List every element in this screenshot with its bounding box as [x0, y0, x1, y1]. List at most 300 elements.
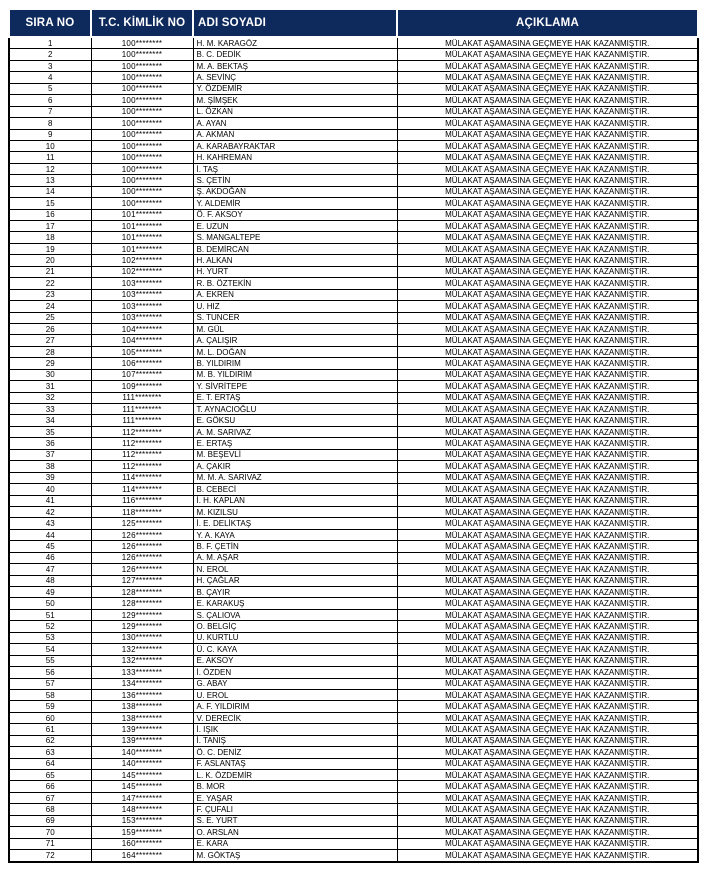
cell-tc-kimlik: 138******** — [91, 712, 193, 723]
table-row — [9, 369, 698, 380]
table-row — [9, 838, 698, 849]
cell-sira-no: 67 — [9, 792, 91, 803]
cell-adi-soyadi: S. E. YURT — [193, 815, 397, 826]
table-row — [9, 781, 698, 792]
cell-aciklama: MÜLAKAT AŞAMASINA GEÇMEYE HAK KAZANMIŞTIR. — [397, 724, 698, 735]
cell-aciklama: MÜLAKAT AŞAMASINA GEÇMEYE HAK KAZANMIŞTIR. — [397, 815, 698, 826]
table-row — [9, 529, 698, 540]
cell-aciklama: MÜLAKAT AŞAMASINA GEÇMEYE HAK KAZANMIŞTIR. — [397, 644, 698, 655]
cell-sira-no: 23 — [9, 289, 91, 300]
cell-sira-no: 12 — [9, 163, 91, 174]
cell-aciklama: MÜLAKAT AŞAMASINA GEÇMEYE HAK KAZANMIŞTIR. — [397, 827, 698, 838]
cell-aciklama: MÜLAKAT AŞAMASINA GEÇMEYE HAK KAZANMIŞTIR. — [397, 552, 698, 563]
cell-tc-kimlik: 106******** — [91, 358, 193, 369]
table-row — [9, 701, 698, 712]
cell-tc-kimlik: 103******** — [91, 301, 193, 312]
cell-tc-kimlik: 100******** — [91, 37, 193, 49]
cell-sira-no: 39 — [9, 472, 91, 483]
cell-aciklama: MÜLAKAT AŞAMASINA GEÇMEYE HAK KAZANMIŞTIR. — [397, 95, 698, 106]
cell-aciklama: MÜLAKAT AŞAMASINA GEÇMEYE HAK KAZANMIŞTIR. — [397, 72, 698, 83]
cell-sira-no: 30 — [9, 369, 91, 380]
cell-adi-soyadi: Ş. AKDOĞAN — [193, 186, 397, 197]
cell-adi-soyadi: O. BELGİÇ — [193, 621, 397, 632]
cell-sira-no: 33 — [9, 404, 91, 415]
cell-aciklama: MÜLAKAT AŞAMASINA GEÇMEYE HAK KAZANMIŞTIR. — [397, 415, 698, 426]
table-row — [9, 301, 698, 312]
cell-adi-soyadi: E. T. ERTAŞ — [193, 392, 397, 403]
cell-sira-no: 69 — [9, 815, 91, 826]
cell-adi-soyadi: H. ALKAN — [193, 255, 397, 266]
cell-adi-soyadi: A. F. YILDIRIM — [193, 701, 397, 712]
cell-tc-kimlik: 164******** — [91, 850, 193, 862]
cell-sira-no: 50 — [9, 598, 91, 609]
cell-adi-soyadi: H. KAHREMAN — [193, 152, 397, 163]
cell-tc-kimlik: 148******** — [91, 804, 193, 815]
cell-aciklama: MÜLAKAT AŞAMASINA GEÇMEYE HAK KAZANMIŞTIR. — [397, 438, 698, 449]
cell-tc-kimlik: 102******** — [91, 255, 193, 266]
cell-aciklama: MÜLAKAT AŞAMASINA GEÇMEYE HAK KAZANMIŞTIR. — [397, 186, 698, 197]
cell-adi-soyadi: A. ÇAKIR — [193, 461, 397, 472]
cell-adi-soyadi: A. AYAN — [193, 118, 397, 129]
cell-sira-no: 24 — [9, 301, 91, 312]
cell-tc-kimlik: 101******** — [91, 232, 193, 243]
cell-aciklama: MÜLAKAT AŞAMASINA GEÇMEYE HAK KAZANMIŞTIR. — [397, 689, 698, 700]
cell-aciklama: MÜLAKAT AŞAMASINA GEÇMEYE HAK KAZANMIŞTIR. — [397, 175, 698, 186]
cell-aciklama: MÜLAKAT AŞAMASINA GEÇMEYE HAK KAZANMIŞTIR. — [397, 506, 698, 517]
cell-adi-soyadi: A. M. SARIVAZ — [193, 426, 397, 437]
cell-aciklama: MÜLAKAT AŞAMASINA GEÇMEYE HAK KAZANMIŞTIR. — [397, 232, 698, 243]
cell-tc-kimlik: 129******** — [91, 609, 193, 620]
cell-tc-kimlik: 103******** — [91, 278, 193, 289]
cell-sira-no: 65 — [9, 770, 91, 781]
cell-sira-no: 17 — [9, 221, 91, 232]
cell-aciklama: MÜLAKAT AŞAMASINA GEÇMEYE HAK KAZANMIŞTIR. — [397, 118, 698, 129]
cell-sira-no: 20 — [9, 255, 91, 266]
cell-sira-no: 10 — [9, 140, 91, 151]
cell-adi-soyadi: B. MOR — [193, 781, 397, 792]
cell-tc-kimlik: 100******** — [91, 83, 193, 94]
cell-adi-soyadi: E. KARA — [193, 838, 397, 849]
table-row — [9, 632, 698, 643]
cell-aciklama: MÜLAKAT AŞAMASINA GEÇMEYE HAK KAZANMIŞTIR. — [397, 518, 698, 529]
cell-tc-kimlik: 128******** — [91, 598, 193, 609]
cell-tc-kimlik: 126******** — [91, 552, 193, 563]
cell-adi-soyadi: E. GÖKSU — [193, 415, 397, 426]
cell-aciklama: MÜLAKAT AŞAMASINA GEÇMEYE HAK KAZANMIŞTIR. — [397, 461, 698, 472]
cell-adi-soyadi: M. B. YILDIRIM — [193, 369, 397, 380]
cell-adi-soyadi: G. ABAY — [193, 678, 397, 689]
cell-aciklama: MÜLAKAT AŞAMASINA GEÇMEYE HAK KAZANMIŞTIR. — [397, 655, 698, 666]
cell-sira-no: 61 — [9, 724, 91, 735]
cell-tc-kimlik: 126******** — [91, 541, 193, 552]
cell-aciklama: MÜLAKAT AŞAMASINA GEÇMEYE HAK KAZANMIŞTIR. — [397, 472, 698, 483]
table-row — [9, 426, 698, 437]
cell-tc-kimlik: 100******** — [91, 175, 193, 186]
cell-tc-kimlik: 100******** — [91, 60, 193, 71]
table-row — [9, 575, 698, 586]
cell-adi-soyadi: İ. E. DELİKTAŞ — [193, 518, 397, 529]
cell-aciklama: MÜLAKAT AŞAMASINA GEÇMEYE HAK KAZANMIŞTIR. — [397, 358, 698, 369]
cell-adi-soyadi: B. C. DEDİK — [193, 49, 397, 60]
cell-sira-no: 2 — [9, 49, 91, 60]
cell-sira-no: 25 — [9, 312, 91, 323]
cell-aciklama: MÜLAKAT AŞAMASINA GEÇMEYE HAK KAZANMIŞTIR. — [397, 587, 698, 598]
table-row — [9, 689, 698, 700]
cell-adi-soyadi: A. KARABAYRAKTAR — [193, 140, 397, 151]
cell-sira-no: 34 — [9, 415, 91, 426]
cell-aciklama: MÜLAKAT AŞAMASINA GEÇMEYE HAK KAZANMIŞTIR. — [397, 49, 698, 60]
cell-adi-soyadi: B. CEBECİ — [193, 484, 397, 495]
cell-sira-no: 59 — [9, 701, 91, 712]
cell-adi-soyadi: S. ÇETİN — [193, 175, 397, 186]
table-row — [9, 266, 698, 277]
table-row — [9, 712, 698, 723]
cell-adi-soyadi: H. YURT — [193, 266, 397, 277]
table-row — [9, 541, 698, 552]
cell-tc-kimlik: 100******** — [91, 95, 193, 106]
table-row — [9, 346, 698, 357]
cell-adi-soyadi: Y. SİVRİTEPE — [193, 381, 397, 392]
cell-adi-soyadi: S. MANGALTEPE — [193, 232, 397, 243]
cell-tc-kimlik: 118******** — [91, 506, 193, 517]
cell-tc-kimlik: 114******** — [91, 484, 193, 495]
cell-adi-soyadi: İ. TANIŞ — [193, 735, 397, 746]
cell-tc-kimlik: 107******** — [91, 369, 193, 380]
cell-adi-soyadi: H. M. KARAGÖZ — [193, 37, 397, 49]
cell-tc-kimlik: 145******** — [91, 770, 193, 781]
table-row — [9, 415, 698, 426]
cell-tc-kimlik: 103******** — [91, 289, 193, 300]
cell-aciklama: MÜLAKAT AŞAMASINA GEÇMEYE HAK KAZANMIŞTIR. — [397, 289, 698, 300]
cell-tc-kimlik: 100******** — [91, 72, 193, 83]
table-body — [9, 37, 698, 862]
cell-adi-soyadi: N. EROL — [193, 564, 397, 575]
cell-adi-soyadi: S. TUNCER — [193, 312, 397, 323]
cell-sira-no: 4 — [9, 72, 91, 83]
cell-tc-kimlik: 112******** — [91, 426, 193, 437]
header-tc-kimlik-no: T.C. KİMLİK NO — [91, 9, 193, 37]
cell-aciklama: MÜLAKAT AŞAMASINA GEÇMEYE HAK KAZANMIŞTIR. — [397, 152, 698, 163]
cell-adi-soyadi: M. GÖKTAŞ — [193, 850, 397, 862]
cell-sira-no: 31 — [9, 381, 91, 392]
cell-tc-kimlik: 147******** — [91, 792, 193, 803]
cell-tc-kimlik: 129******** — [91, 621, 193, 632]
cell-adi-soyadi: A. ÇALIŞIR — [193, 335, 397, 346]
cell-tc-kimlik: 145******** — [91, 781, 193, 792]
cell-tc-kimlik: 104******** — [91, 323, 193, 334]
cell-sira-no: 58 — [9, 689, 91, 700]
cell-aciklama: MÜLAKAT AŞAMASINA GEÇMEYE HAK KAZANMIŞTIR. — [397, 426, 698, 437]
cell-adi-soyadi: İ. ÖZDEN — [193, 667, 397, 678]
cell-adi-soyadi: F. ÇUFALI — [193, 804, 397, 815]
table-row — [9, 724, 698, 735]
cell-aciklama: MÜLAKAT AŞAMASINA GEÇMEYE HAK KAZANMIŞTIR. — [397, 301, 698, 312]
cell-sira-no: 64 — [9, 758, 91, 769]
cell-sira-no: 7 — [9, 106, 91, 117]
cell-sira-no: 40 — [9, 484, 91, 495]
cell-tc-kimlik: 112******** — [91, 438, 193, 449]
table-row — [9, 289, 698, 300]
cell-aciklama: MÜLAKAT AŞAMASINA GEÇMEYE HAK KAZANMIŞTIR. — [397, 335, 698, 346]
table-row — [9, 506, 698, 517]
cell-sira-no: 9 — [9, 129, 91, 140]
cell-tc-kimlik: 132******** — [91, 644, 193, 655]
cell-sira-no: 56 — [9, 667, 91, 678]
table-row — [9, 564, 698, 575]
cell-adi-soyadi: O. ARSLAN — [193, 827, 397, 838]
cell-sira-no: 42 — [9, 506, 91, 517]
cell-sira-no: 6 — [9, 95, 91, 106]
cell-adi-soyadi: A. AKMAN — [193, 129, 397, 140]
table-row — [9, 198, 698, 209]
cell-adi-soyadi: L. ÖZKAN — [193, 106, 397, 117]
cell-sira-no: 8 — [9, 118, 91, 129]
cell-aciklama: MÜLAKAT AŞAMASINA GEÇMEYE HAK KAZANMIŞTIR. — [397, 529, 698, 540]
cell-tc-kimlik: 140******** — [91, 747, 193, 758]
cell-tc-kimlik: 111******** — [91, 404, 193, 415]
cell-aciklama: MÜLAKAT AŞAMASINA GEÇMEYE HAK KAZANMIŞTIR. — [397, 621, 698, 632]
cell-sira-no: 71 — [9, 838, 91, 849]
cell-tc-kimlik: 105******** — [91, 346, 193, 357]
cell-aciklama: MÜLAKAT AŞAMASINA GEÇMEYE HAK KAZANMIŞTIR. — [397, 541, 698, 552]
cell-aciklama: MÜLAKAT AŞAMASINA GEÇMEYE HAK KAZANMIŞTIR. — [397, 609, 698, 620]
cell-aciklama: MÜLAKAT AŞAMASINA GEÇMEYE HAK KAZANMIŞTIR. — [397, 106, 698, 117]
cell-sira-no: 27 — [9, 335, 91, 346]
cell-sira-no: 29 — [9, 358, 91, 369]
cell-aciklama: MÜLAKAT AŞAMASINA GEÇMEYE HAK KAZANMIŞTIR. — [397, 346, 698, 357]
cell-adi-soyadi: M. L. DOĞAN — [193, 346, 397, 357]
cell-aciklama: MÜLAKAT AŞAMASINA GEÇMEYE HAK KAZANMIŞTIR. — [397, 449, 698, 460]
cell-sira-no: 68 — [9, 804, 91, 815]
header-adi-soyadi: ADI SOYADI — [193, 9, 397, 37]
cell-adi-soyadi: R. B. ÖZTEKİN — [193, 278, 397, 289]
cell-adi-soyadi: E. ERTAŞ — [193, 438, 397, 449]
cell-sira-no: 47 — [9, 564, 91, 575]
cell-tc-kimlik: 139******** — [91, 735, 193, 746]
cell-tc-kimlik: 102******** — [91, 266, 193, 277]
cell-adi-soyadi: M. M. A. SARIVAZ — [193, 472, 397, 483]
cell-sira-no: 32 — [9, 392, 91, 403]
table-row — [9, 644, 698, 655]
cell-aciklama: MÜLAKAT AŞAMASINA GEÇMEYE HAK KAZANMIŞTIR. — [397, 37, 698, 49]
table-row — [9, 518, 698, 529]
table-row — [9, 163, 698, 174]
table-row — [9, 278, 698, 289]
cell-aciklama: MÜLAKAT AŞAMASINA GEÇMEYE HAK KAZANMIŞTIR. — [397, 701, 698, 712]
table-row — [9, 243, 698, 254]
table-row — [9, 129, 698, 140]
cell-tc-kimlik: 133******** — [91, 667, 193, 678]
cell-tc-kimlik: 132******** — [91, 655, 193, 666]
cell-tc-kimlik: 125******** — [91, 518, 193, 529]
cell-sira-no: 37 — [9, 449, 91, 460]
cell-adi-soyadi: U. EROL — [193, 689, 397, 700]
cell-tc-kimlik: 111******** — [91, 392, 193, 403]
cell-adi-soyadi: M. GÜL — [193, 323, 397, 334]
cell-adi-soyadi: T. AYNACIOĞLU — [193, 404, 397, 415]
table-row — [9, 209, 698, 220]
table-row — [9, 221, 698, 232]
table-row — [9, 472, 698, 483]
cell-adi-soyadi: B. ÇAYIR — [193, 587, 397, 598]
cell-tc-kimlik: 100******** — [91, 140, 193, 151]
table-row — [9, 152, 698, 163]
cell-adi-soyadi: A. M. AŞAR — [193, 552, 397, 563]
table-row — [9, 747, 698, 758]
cell-sira-no: 26 — [9, 323, 91, 334]
cell-adi-soyadi: M. KIZILSU — [193, 506, 397, 517]
cell-aciklama: MÜLAKAT AŞAMASINA GEÇMEYE HAK KAZANMIŞTIR. — [397, 735, 698, 746]
table-row — [9, 770, 698, 781]
cell-adi-soyadi: U. KURTLU — [193, 632, 397, 643]
table-row — [9, 335, 698, 346]
cell-adi-soyadi: A. EKREN — [193, 289, 397, 300]
cell-sira-no: 55 — [9, 655, 91, 666]
table-row — [9, 95, 698, 106]
cell-sira-no: 44 — [9, 529, 91, 540]
cell-tc-kimlik: 153******** — [91, 815, 193, 826]
table-row — [9, 758, 698, 769]
table-row — [9, 392, 698, 403]
cell-aciklama: MÜLAKAT AŞAMASINA GEÇMEYE HAK KAZANMIŞTIR. — [397, 60, 698, 71]
table-row — [9, 186, 698, 197]
cell-aciklama: MÜLAKAT AŞAMASINA GEÇMEYE HAK KAZANMIŞTIR. — [397, 484, 698, 495]
header-sira-no: SIRA NO — [9, 9, 91, 37]
cell-tc-kimlik: 100******** — [91, 49, 193, 60]
cell-tc-kimlik: 100******** — [91, 118, 193, 129]
cell-tc-kimlik: 100******** — [91, 152, 193, 163]
cell-aciklama: MÜLAKAT AŞAMASINA GEÇMEYE HAK KAZANMIŞTIR. — [397, 381, 698, 392]
cell-tc-kimlik: 100******** — [91, 106, 193, 117]
cell-aciklama: MÜLAKAT AŞAMASINA GEÇMEYE HAK KAZANMIŞTIR. — [397, 209, 698, 220]
cell-tc-kimlik: 100******** — [91, 198, 193, 209]
cell-tc-kimlik: 126******** — [91, 529, 193, 540]
cell-adi-soyadi: U. HIZ — [193, 301, 397, 312]
cell-adi-soyadi: V. DERECİK — [193, 712, 397, 723]
cell-aciklama: MÜLAKAT AŞAMASINA GEÇMEYE HAK KAZANMIŞTIR. — [397, 770, 698, 781]
cell-sira-no: 36 — [9, 438, 91, 449]
table-row — [9, 312, 698, 323]
cell-adi-soyadi: Y. ÖZDEMİR — [193, 83, 397, 94]
cell-adi-soyadi: M. A. BEKTAŞ — [193, 60, 397, 71]
cell-aciklama: MÜLAKAT AŞAMASINA GEÇMEYE HAK KAZANMIŞTIR. — [397, 369, 698, 380]
cell-sira-no: 49 — [9, 587, 91, 598]
cell-aciklama: MÜLAKAT AŞAMASINA GEÇMEYE HAK KAZANMIŞTIR. — [397, 266, 698, 277]
table-row — [9, 118, 698, 129]
cell-aciklama: MÜLAKAT AŞAMASINA GEÇMEYE HAK KAZANMIŞTIR. — [397, 255, 698, 266]
table-row — [9, 552, 698, 563]
cell-tc-kimlik: 101******** — [91, 243, 193, 254]
cell-sira-no: 18 — [9, 232, 91, 243]
cell-adi-soyadi: İ. H. KAPLAN — [193, 495, 397, 506]
table-row — [9, 804, 698, 815]
cell-sira-no: 72 — [9, 850, 91, 862]
cell-tc-kimlik: 134******** — [91, 678, 193, 689]
cell-adi-soyadi: F. ASLANTAŞ — [193, 758, 397, 769]
cell-aciklama: MÜLAKAT AŞAMASINA GEÇMEYE HAK KAZANMIŞTIR. — [397, 678, 698, 689]
cell-adi-soyadi: L. K. ÖZDEMİR — [193, 770, 397, 781]
cell-adi-soyadi: İ. TAŞ — [193, 163, 397, 174]
table-row — [9, 438, 698, 449]
cell-sira-no: 35 — [9, 426, 91, 437]
cell-tc-kimlik: 139******** — [91, 724, 193, 735]
table-row — [9, 449, 698, 460]
cell-adi-soyadi: B. DEMİRCAN — [193, 243, 397, 254]
cell-aciklama: MÜLAKAT AŞAMASINA GEÇMEYE HAK KAZANMIŞTIR. — [397, 221, 698, 232]
cell-tc-kimlik: 128******** — [91, 587, 193, 598]
cell-tc-kimlik: 130******** — [91, 632, 193, 643]
cell-aciklama: MÜLAKAT AŞAMASINA GEÇMEYE HAK KAZANMIŞTIR. — [397, 163, 698, 174]
table-row — [9, 255, 698, 266]
cell-tc-kimlik: 140******** — [91, 758, 193, 769]
cell-sira-no: 3 — [9, 60, 91, 71]
cell-aciklama: MÜLAKAT AŞAMASINA GEÇMEYE HAK KAZANMIŞTIR. — [397, 564, 698, 575]
cell-adi-soyadi: Y. A. KAYA — [193, 529, 397, 540]
cell-adi-soyadi: E. UZUN — [193, 221, 397, 232]
table-row — [9, 404, 698, 415]
cell-tc-kimlik: 112******** — [91, 461, 193, 472]
cell-sira-no: 62 — [9, 735, 91, 746]
table-row — [9, 678, 698, 689]
cell-sira-no: 60 — [9, 712, 91, 723]
table-row — [9, 83, 698, 94]
cell-aciklama: MÜLAKAT AŞAMASINA GEÇMEYE HAK KAZANMIŞTIR. — [397, 838, 698, 849]
cell-sira-no: 70 — [9, 827, 91, 838]
cell-sira-no: 51 — [9, 609, 91, 620]
cell-sira-no: 11 — [9, 152, 91, 163]
cell-aciklama: MÜLAKAT AŞAMASINA GEÇMEYE HAK KAZANMIŞTIR. — [397, 575, 698, 586]
cell-adi-soyadi: S. ÇALIOVA — [193, 609, 397, 620]
table-row — [9, 381, 698, 392]
table-row — [9, 667, 698, 678]
cell-adi-soyadi: Ö. C. DENİZ — [193, 747, 397, 758]
cell-aciklama: MÜLAKAT AŞAMASINA GEÇMEYE HAK KAZANMIŞTIR. — [397, 850, 698, 862]
cell-sira-no: 52 — [9, 621, 91, 632]
table-row — [9, 850, 698, 862]
cell-tc-kimlik: 109******** — [91, 381, 193, 392]
table-row — [9, 175, 698, 186]
cell-tc-kimlik: 138******** — [91, 701, 193, 712]
cell-tc-kimlik: 112******** — [91, 449, 193, 460]
cell-adi-soyadi: B. YILDIRIM — [193, 358, 397, 369]
cell-adi-soyadi: E. KARAKUŞ — [193, 598, 397, 609]
table-row — [9, 484, 698, 495]
table-row — [9, 827, 698, 838]
cell-sira-no: 45 — [9, 541, 91, 552]
cell-tc-kimlik: 101******** — [91, 209, 193, 220]
table-row — [9, 587, 698, 598]
table-row — [9, 60, 698, 71]
cell-adi-soyadi: M. BEŞEVLİ — [193, 449, 397, 460]
table-row — [9, 815, 698, 826]
table-row — [9, 358, 698, 369]
cell-adi-soyadi: E. YAŞAR — [193, 792, 397, 803]
cell-sira-no: 1 — [9, 37, 91, 49]
cell-sira-no: 22 — [9, 278, 91, 289]
table-row — [9, 655, 698, 666]
table-row — [9, 323, 698, 334]
table-row — [9, 72, 698, 83]
cell-aciklama: MÜLAKAT AŞAMASINA GEÇMEYE HAK KAZANMIŞTIR. — [397, 781, 698, 792]
table-row — [9, 792, 698, 803]
table-row — [9, 461, 698, 472]
table-row — [9, 598, 698, 609]
cell-tc-kimlik: 100******** — [91, 129, 193, 140]
cell-aciklama: MÜLAKAT AŞAMASINA GEÇMEYE HAK KAZANMIŞTIR. — [397, 198, 698, 209]
cell-sira-no: 66 — [9, 781, 91, 792]
header-aciklama: AÇIKLAMA — [397, 9, 698, 37]
cell-sira-no: 53 — [9, 632, 91, 643]
